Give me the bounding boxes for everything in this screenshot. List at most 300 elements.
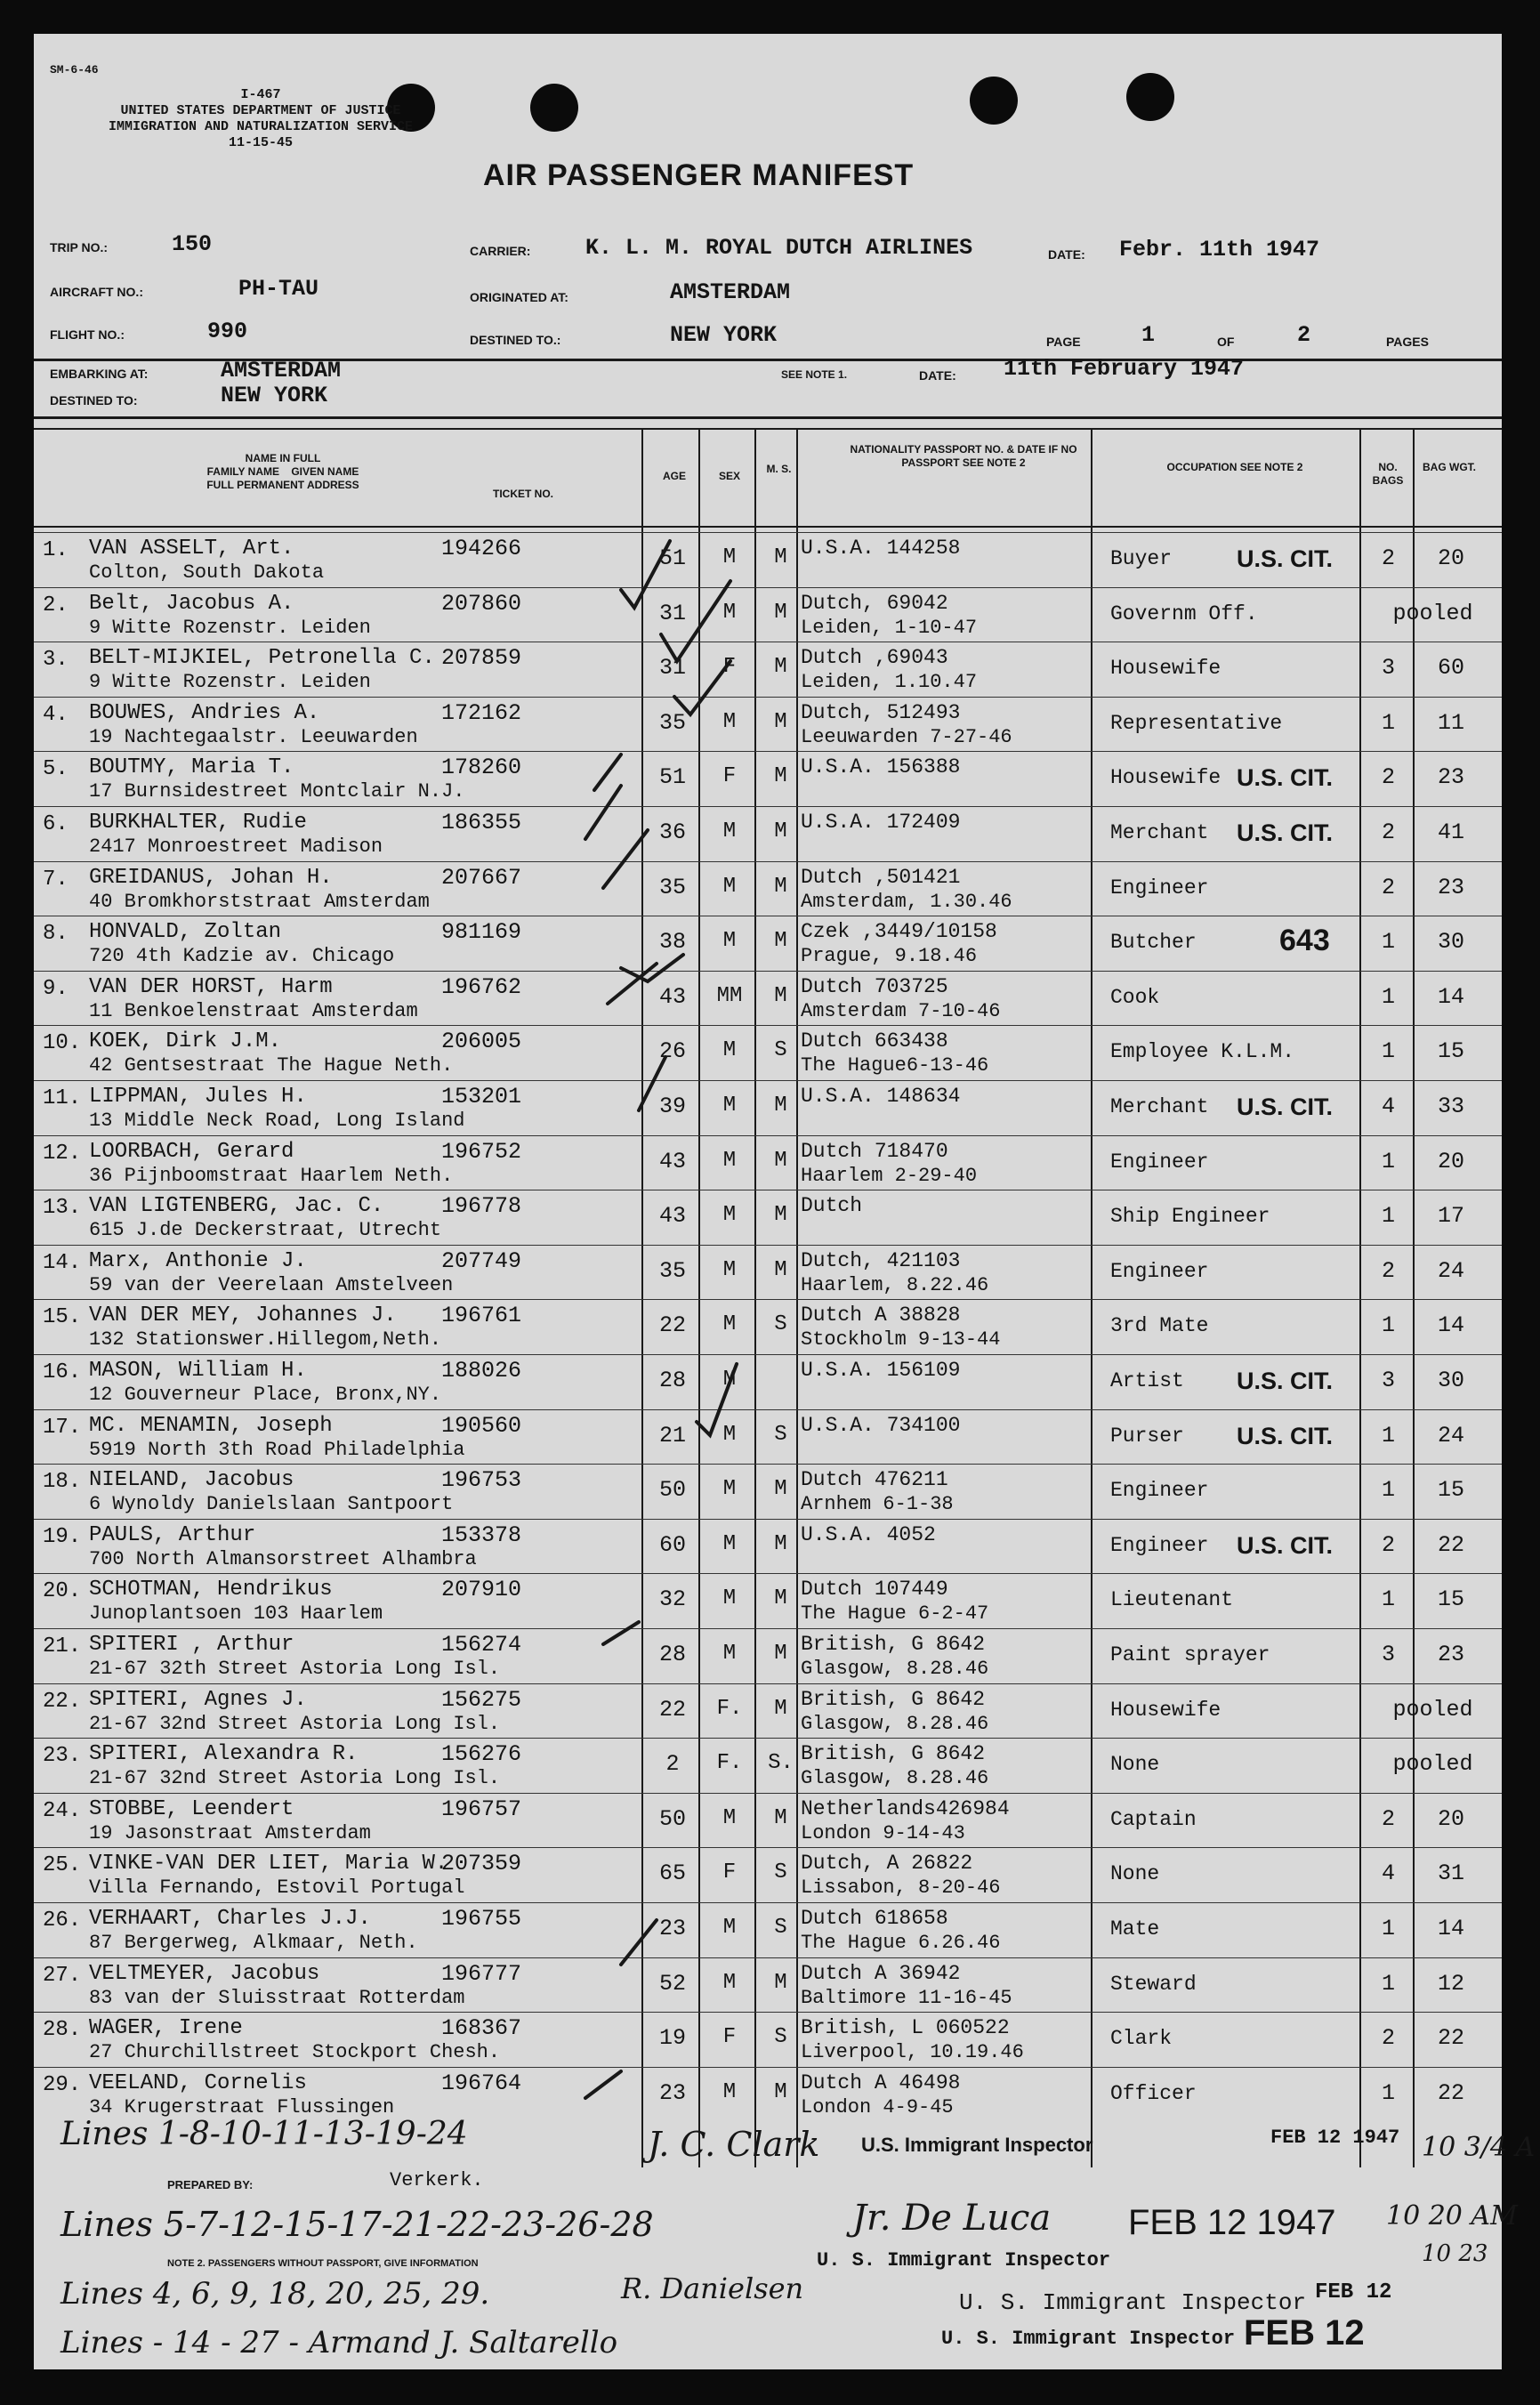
passenger-name: WAGER, Irene (89, 2016, 243, 2041)
passenger-address: 34 Krugerstraat Flussingen (89, 2095, 395, 2118)
trip-label: TRIP NO.: (50, 240, 109, 254)
department-name: UNITED STATES DEPARTMENT OF JUSTICE (120, 103, 401, 118)
row-number: 26. (43, 1909, 82, 1933)
page-label: PAGE (1046, 335, 1081, 349)
occupation-cell: Housewife (1110, 766, 1222, 790)
marital-status-cell: S (774, 1312, 787, 1337)
bag-weight-cell: 30 (1437, 929, 1464, 956)
bags-cell: 1 (1381, 2079, 1395, 2106)
destined-label: DESTINED TO: (50, 393, 138, 408)
occupation-cell: Purser (1110, 1424, 1184, 1448)
passenger-address: 132 Stationswer.Hillegom,Neth. (89, 1328, 442, 1352)
row-number: 16. (43, 1360, 82, 1384)
row-number: 22. (43, 1689, 82, 1714)
marital-status-cell: M (774, 1642, 787, 1666)
bags-cell: 2 (1381, 764, 1395, 791)
ticket-number: 156275 (441, 1686, 522, 1713)
bags-cell: 1 (1381, 1970, 1395, 1997)
passenger-address: 21-67 32nd Street Astoria Long Isl. (89, 1767, 501, 1790)
row-number: 23. (43, 1744, 82, 1769)
citizen-stamp: U.S. CIT. (1237, 1531, 1334, 1559)
nationality-passport: British, G 8642 (801, 1742, 986, 1766)
passport-place-date: The Hague6-13-46 (801, 1054, 989, 1077)
passenger-name: SPITERI , Arthur (89, 1633, 294, 1657)
marital-status-cell: M (774, 600, 787, 625)
sex-cell: M (722, 819, 737, 843)
passenger-name: LIPPMAN, Jules H. (89, 1085, 307, 1109)
handwritten-lines-3: Lines 4, 6, 9, 18, 20, 25, 29. (60, 2276, 490, 2312)
passenger-address: 27 Churchillstreet Stockport Chesh. (89, 2041, 501, 2064)
marital-status-cell: M (774, 1586, 787, 1611)
marital-status-cell: M (774, 545, 787, 569)
age-cell: 26 (658, 1038, 686, 1065)
nationality-passport: Dutch 618658 (801, 1907, 948, 1930)
date-stamp-3: FEB 12 (1315, 2280, 1392, 2304)
ticket-number: 207860 (441, 590, 522, 617)
citizen-stamp: U.S. CIT. (1237, 764, 1334, 792)
check-marks (34, 34, 1502, 2369)
nationality-passport: Dutch 703725 (801, 974, 948, 998)
nationality-passport: U.S.A. 734100 (801, 1413, 961, 1437)
passenger-address: 19 Jasonstraat Amsterdam (89, 1821, 371, 1844)
check-mark-icon (639, 1057, 665, 1110)
age-cell: 35 (658, 874, 686, 900)
embark-value: AMSTERDAM (221, 358, 342, 383)
passport-place-date: Leiden, 1.10.47 (801, 671, 978, 694)
passport-place-date: Leeuwarden 7-27-46 (801, 725, 1012, 748)
sex-cell: M (722, 1970, 737, 1995)
row-number: 7. (43, 867, 69, 892)
row-number: 14. (43, 1250, 82, 1275)
nationality-passport: Dutch, 512493 (801, 700, 961, 724)
age-cell: 31 (658, 655, 686, 682)
occupation-cell: Engineer (1110, 1479, 1209, 1503)
marital-status-cell: M (774, 764, 787, 789)
age-cell: 60 (658, 1531, 686, 1558)
occupation-cell: Lieutenant (1110, 1588, 1234, 1612)
passenger-name: VAN ASSELT, Art. (89, 537, 294, 561)
marital-status-cell: S (774, 1422, 787, 1447)
ticket-number: 207359 (441, 1851, 522, 1877)
passenger-name: Marx, Anthonie J. (89, 1248, 307, 1273)
nationality-passport: Dutch ,501421 (801, 865, 961, 889)
bags-cell: 2 (1381, 874, 1395, 900)
passenger-name: MC. MENAMIN, Joseph (89, 1413, 333, 1438)
occupation-cell: Captain (1110, 1807, 1197, 1831)
inspector-label-4: U. S. Immigrant Inspector (941, 2328, 1236, 2350)
sex-cell: F. (716, 1751, 743, 1776)
passenger-address: 13 Middle Neck Road, Long Island (89, 1110, 465, 1132)
citizen-stamp: U.S. CIT. (1237, 1094, 1334, 1120)
ticket-number: 196755 (441, 1906, 522, 1932)
passport-place-date: London 9-14-43 (801, 1821, 965, 1844)
ticket-number: 196761 (441, 1303, 522, 1329)
ticket-number: 186355 (441, 810, 522, 835)
nationality-passport: U.S.A. 156109 (801, 1359, 961, 1382)
citizen-stamp: U.S. CIT. (1237, 1368, 1334, 1394)
ticket-number: 196757 (441, 1796, 522, 1822)
passenger-name: Belt, Jacobus A. (89, 591, 294, 616)
inspector-label-2: U. S. Immigrant Inspector (817, 2249, 1111, 2272)
ticket-number: 207910 (441, 1577, 522, 1603)
passenger-name: PAULS, Arthur (89, 1522, 256, 1547)
age-cell: 43 (658, 1203, 686, 1230)
passenger-address: 21-67 32nd Street Astoria Long Isl. (89, 1712, 501, 1735)
sex-cell: M (722, 1312, 737, 1337)
bags-cell: 1 (1381, 1203, 1395, 1230)
row-number: 19. (43, 1524, 82, 1549)
destination-label: DESTINED TO.: (470, 333, 561, 347)
occupation-cell: Housewife (1110, 657, 1222, 681)
inspector-label-1: U.S. Immigrant Inspector (861, 2134, 1093, 2156)
bag-weight-cell: pooled (1392, 600, 1473, 626)
passenger-name: BOUWES, Andries A. (89, 700, 320, 725)
occupation-cell: Steward (1110, 1972, 1197, 1996)
age-cell: 32 (658, 1586, 686, 1613)
bags-cell: 2 (1381, 819, 1395, 845)
marital-status-cell: M (774, 819, 787, 843)
row-number: 15. (43, 1305, 82, 1330)
passenger-address: Junoplantsoen 103 Haarlem (89, 1602, 383, 1626)
passenger-name: VELTMEYER, Jacobus (89, 1961, 320, 1986)
sex-cell: M (722, 1586, 737, 1611)
ticket-number: 156276 (441, 1741, 522, 1768)
col-name: NAME IN FULL FAMILY NAME GIVEN NAME FULL PERMANENT ADDRESS (149, 452, 416, 492)
citizen-stamp: U.S. CIT. (1237, 545, 1334, 572)
passenger-name: KOEK, Dirk J.M. (89, 1029, 282, 1054)
occupation-cell: Employee K.L.M. (1110, 1040, 1295, 1064)
row-number: 21. (43, 1634, 82, 1658)
handwritten-lines-1: Lines 1-8-10-11-13-19-24 (60, 2116, 468, 2152)
check-mark-icon (621, 541, 670, 608)
occupation-cell: Housewife (1110, 1698, 1222, 1722)
age-cell: 36 (658, 819, 686, 845)
row-number: 27. (43, 1963, 82, 1988)
sex-cell: M (722, 1203, 737, 1228)
occupation-cell: Engineer (1110, 876, 1209, 900)
handwritten-lines-2: Lines 5-7-12-15-17-21-22-23-26-28 (60, 2205, 654, 2244)
age-cell: 35 (658, 709, 686, 736)
bag-weight-cell: pooled (1392, 1751, 1473, 1778)
sex-cell: F. (716, 1696, 743, 1721)
occupation-cell: Engineer (1110, 1150, 1209, 1174)
passenger-address: 615 J.de Deckerstraat, Utrecht (89, 1219, 442, 1242)
signature-deluca: Jr. De Luca (852, 2198, 1052, 2239)
occupation-cell: Representative (1110, 711, 1283, 735)
sex-cell: M (722, 1422, 737, 1447)
passenger-name: BURKHALTER, Rudie (89, 811, 307, 835)
col-address: FULL PERMANENT ADDRESS (206, 479, 359, 491)
ticket-number: 196753 (441, 1467, 522, 1494)
bag-weight-cell: 20 (1437, 1148, 1464, 1174)
passenger-name: SPITERI, Alexandra R. (89, 1742, 359, 1767)
ticket-number: 206005 (441, 1029, 522, 1055)
age-cell: 19 (658, 2025, 686, 2052)
occupation-cell: None (1110, 1862, 1160, 1886)
ticket-number: 981169 (441, 919, 522, 946)
check-mark-icon (585, 786, 621, 839)
age-cell: 43 (658, 983, 686, 1010)
check-mark-icon (603, 830, 648, 888)
passport-place-date: Glasgow, 8.28.46 (801, 1712, 989, 1735)
marital-status-cell: M (774, 2079, 787, 2104)
col-sex: SEX (718, 470, 740, 482)
passenger-name: LOORBACH, Gerard (89, 1139, 294, 1164)
bag-weight-cell: 33 (1437, 1094, 1464, 1119)
nationality-passport: Dutch 663438 (801, 1029, 948, 1053)
occupation-cell: Ship Engineer (1110, 1205, 1270, 1229)
bag-weight-cell: 15 (1437, 1477, 1464, 1504)
bag-weight-cell: 24 (1437, 1257, 1464, 1284)
row-number: 12. (43, 1141, 82, 1166)
marital-status-cell: M (774, 709, 787, 734)
row-number: 11. (43, 1086, 82, 1110)
passenger-address: Villa Fernando, Estovil Portugal (89, 1876, 465, 1900)
bags-cell: 1 (1381, 1148, 1395, 1174)
ticket-number: 188026 (441, 1358, 522, 1384)
bags-cell: 1 (1381, 1038, 1395, 1065)
citizen-stamp: U.S. CIT. (1237, 1422, 1334, 1449)
sex-cell: M (722, 1642, 737, 1666)
nationality-passport: Dutch 107449 (801, 1578, 948, 1602)
sex-cell: M (722, 1038, 737, 1063)
col-age: AGE (662, 470, 686, 482)
passenger-name: HONVALD, Zoltan (89, 920, 282, 945)
bag-weight-cell: 11 (1437, 709, 1464, 736)
nationality-passport: U.S.A. 172409 (801, 811, 961, 834)
passenger-address: 42 Gentsestraat The Hague Neth. (89, 1054, 454, 1077)
occupation-cell: Governm Off. (1110, 601, 1258, 625)
nationality-passport: Dutch A 38828 (801, 1303, 961, 1328)
marital-status-cell: M (774, 1257, 787, 1282)
age-cell: 35 (658, 1257, 686, 1284)
passport-place-date: Liverpool, 10.19.46 (801, 2041, 1024, 2064)
row-number: 3. (43, 648, 69, 673)
bag-weight-cell: 31 (1437, 1860, 1464, 1887)
flight-value: 990 (207, 319, 248, 344)
marital-status-cell: S (774, 1038, 787, 1063)
sex-cell: F (722, 2025, 737, 2050)
service-name: IMMIGRATION AND NATURALIZATION SERVICE (108, 119, 414, 134)
citizen-stamp: U.S. CIT. (1237, 819, 1334, 846)
nationality-passport: U.S.A. 156388 (801, 755, 961, 779)
occupation-cell: Mate (1110, 1917, 1160, 1941)
nationality-passport: U.S.A. 144258 (801, 537, 961, 560)
row-number: 2. (43, 593, 69, 617)
bag-weight-cell: 60 (1437, 655, 1464, 682)
sex-cell: M (722, 1368, 737, 1392)
passenger-name: NIELAND, Jacobus (89, 1468, 294, 1493)
bags-cell: 1 (1381, 1312, 1395, 1339)
bag-weight-cell: 15 (1437, 1586, 1464, 1613)
bag-weight-cell: 30 (1437, 1368, 1464, 1393)
bag-weight-cell: 41 (1437, 819, 1464, 845)
passport-place-date: Prague, 9.18.46 (801, 945, 978, 968)
passenger-name: VINKE-VAN DER LIET, Maria W. (89, 1852, 448, 1876)
bags-cell: 4 (1381, 1094, 1395, 1119)
passport-place-date: Haarlem, 8.22.46 (801, 1273, 989, 1296)
col-ms: M. S. (766, 463, 792, 475)
destination-value: NEW YORK (670, 322, 778, 348)
sex-cell: M (722, 1531, 737, 1556)
col-wgt: BAG WGT. (1423, 461, 1476, 473)
bags-cell: 2 (1381, 1805, 1395, 1832)
marital-status-cell: M (774, 1970, 787, 1995)
passport-place-date: Amsterdam 7-10-46 (801, 999, 1001, 1022)
sex-cell: M (722, 545, 737, 569)
sex-cell: M (722, 874, 737, 899)
passenger-address: 700 North Almansorstreet Alhambra (89, 1547, 477, 1570)
occupation-cell: Merchant (1110, 1095, 1209, 1118)
bags-cell: 2 (1381, 1257, 1395, 1284)
bags-cell: 1 (1381, 1916, 1395, 1941)
bags-cell: 2 (1381, 2025, 1395, 2052)
bag-weight-cell: 22 (1437, 1531, 1464, 1558)
passenger-address: 87 Bergerweg, Alkmaar, Neth. (89, 1932, 418, 1954)
prepared-value: Verkerk. (390, 2169, 484, 2191)
ticket-number: 172162 (441, 699, 522, 726)
passport-place-date: Stockholm 9-13-44 (801, 1328, 1001, 1352)
ticket-number: 196777 (441, 1960, 522, 1987)
sex-cell: M (722, 1257, 737, 1282)
carrier-value: K. L. M. ROYAL DUTCH AIRLINES (585, 235, 973, 261)
passport-place-date: Arnhem 6-1-38 (801, 1493, 954, 1516)
passenger-address: 83 van der Sluisstraat Rotterdam (89, 1986, 465, 2009)
marital-status-cell: M (774, 874, 787, 899)
bag-weight-cell: 23 (1437, 1642, 1464, 1667)
date-value: Febr. 11th 1947 (1119, 237, 1320, 262)
sex-cell: F (722, 655, 737, 680)
bag-weight-cell: 22 (1437, 2025, 1464, 2052)
nationality-passport: Dutch, 69042 (801, 591, 948, 615)
age-cell: 23 (658, 2079, 686, 2106)
ticket-number: 207749 (441, 1247, 522, 1274)
marital-status-cell: M (774, 1477, 787, 1502)
passenger-address: 40 Bromkhorststraat Amsterdam (89, 890, 430, 913)
occupation-cell: Butcher (1110, 931, 1197, 955)
nationality-passport: Dutch, A 26822 (801, 1852, 973, 1876)
row-number: 5. (43, 757, 69, 782)
ticket-number: 207859 (441, 645, 522, 672)
passenger-name: BOUTMY, Maria T. (89, 755, 294, 780)
check-mark-icon (674, 661, 730, 714)
marital-status-cell: S. (768, 1751, 794, 1776)
passenger-address: 19 Nachtegaalstr. Leeuwarden (89, 725, 418, 748)
ticket-number: 153378 (441, 1521, 522, 1548)
passenger-address: 720 4th Kadzie av. Chicago (89, 945, 395, 968)
nationality-passport: U.S.A. 148634 (801, 1085, 961, 1108)
bags-cell: 1 (1381, 929, 1395, 956)
row-number: 6. (43, 812, 69, 836)
passenger-name: BELT-MIJKIEL, Petronella C. (89, 646, 435, 671)
date2-value: 11th February 1947 (1004, 356, 1245, 382)
age-cell: 21 (658, 1422, 686, 1449)
bag-weight-cell: 24 (1437, 1422, 1464, 1449)
form-number: I-467 (240, 87, 281, 102)
nationality-passport: Dutch 476211 (801, 1468, 948, 1492)
manifest-sheet (34, 34, 1536, 2369)
age-cell: 52 (658, 1970, 686, 1997)
row-number: 4. (43, 702, 69, 727)
marital-status-cell: M (774, 655, 787, 680)
origin-value: AMSTERDAM (670, 279, 791, 305)
age-cell: 38 (658, 929, 686, 956)
nationality-passport: British, G 8642 (801, 1687, 986, 1711)
passenger-name: VAN DER MEY, Johannes J. (89, 1303, 397, 1328)
ticket-number: 190560 (441, 1412, 522, 1439)
age-cell: 51 (658, 764, 686, 791)
embark-label: EMBARKING AT: (50, 367, 149, 381)
passenger-address: Colton, South Dakota (89, 561, 325, 584)
check-mark-icon (594, 755, 621, 790)
ticket-number: 196764 (441, 2070, 522, 2096)
sex-cell: M (722, 1148, 737, 1173)
occupation-cell: Engineer (1110, 1533, 1209, 1557)
bags-cell: 3 (1381, 1368, 1395, 1393)
form-code: SM-6-46 (50, 63, 99, 77)
flight-label: FLIGHT NO.: (50, 327, 125, 342)
bag-weight-cell: 14 (1437, 983, 1464, 1010)
marital-status-cell: M (774, 983, 787, 1008)
ticket-number: 153201 (441, 1084, 522, 1110)
note-2: NOTE 2. PASSENGERS WITHOUT PASSPORT, GIVE INFORMATION (167, 2258, 479, 2269)
nationality-passport: Dutch, 421103 (801, 1248, 961, 1272)
trip-value: 150 (172, 231, 213, 257)
see-note-label: SEE NOTE 1. (781, 368, 848, 381)
occupation-cell: Artist (1110, 1369, 1184, 1392)
row-number: 29. (43, 2072, 82, 2097)
passenger-name: SCHOTMAN, Hendrikus (89, 1578, 333, 1602)
row-number: 8. (43, 922, 69, 947)
passport-place-date: Glasgow, 8.28.46 (801, 1767, 989, 1790)
passenger-address: 17 Burnsidestreet Montclair N.J. (89, 780, 465, 803)
marital-status-cell: M (774, 1148, 787, 1173)
ticket-number: 196778 (441, 1193, 522, 1220)
row-number: 20. (43, 1579, 82, 1604)
row-number: 10. (43, 1031, 82, 1056)
bags-cell: 1 (1381, 983, 1395, 1010)
check-mark-icon (697, 1364, 737, 1435)
passenger-address: 6 Wynoldy Danielslaan Santpoort (89, 1493, 454, 1516)
marital-status-cell: M (774, 929, 787, 954)
bags-cell: 1 (1381, 1422, 1395, 1449)
age-cell: 22 (658, 1696, 686, 1723)
bag-weight-cell: 17 (1437, 1203, 1464, 1230)
occupation-cell: Engineer (1110, 1259, 1209, 1283)
passport-place-date: Baltimore 11-16-45 (801, 1986, 1012, 2009)
passenger-name: VAN LIGTENBERG, Jac. C. (89, 1194, 384, 1219)
age-cell: 43 (658, 1148, 686, 1174)
age-cell: 2 (665, 1751, 680, 1778)
bag-weight-cell: 23 (1437, 764, 1464, 791)
page-value: 1 (1141, 322, 1156, 348)
citizen-stamp: 643 (1279, 924, 1330, 958)
ticket-number: 194266 (441, 536, 522, 561)
col-family: FAMILY NAME (206, 465, 279, 478)
nationality-passport: Dutch A 36942 (801, 1961, 961, 1985)
nationality-passport: Dutch 718470 (801, 1139, 948, 1163)
passport-place-date: Haarlem 2-29-40 (801, 1164, 978, 1187)
ticket-number: 196762 (441, 973, 522, 1000)
nationality-passport: Dutch A 46498 (801, 2070, 961, 2094)
check-mark-icon (608, 964, 657, 1004)
sex-cell: M (722, 1477, 737, 1502)
time-note-3: 10 23 (1422, 2240, 1488, 2267)
passenger-name: VERHAART, Charles J.J. (89, 1907, 371, 1931)
col-given: GIVEN NAME (291, 465, 359, 478)
passenger-name: VAN DER HORST, Harm (89, 974, 333, 999)
sex-cell: MM (716, 983, 743, 1008)
